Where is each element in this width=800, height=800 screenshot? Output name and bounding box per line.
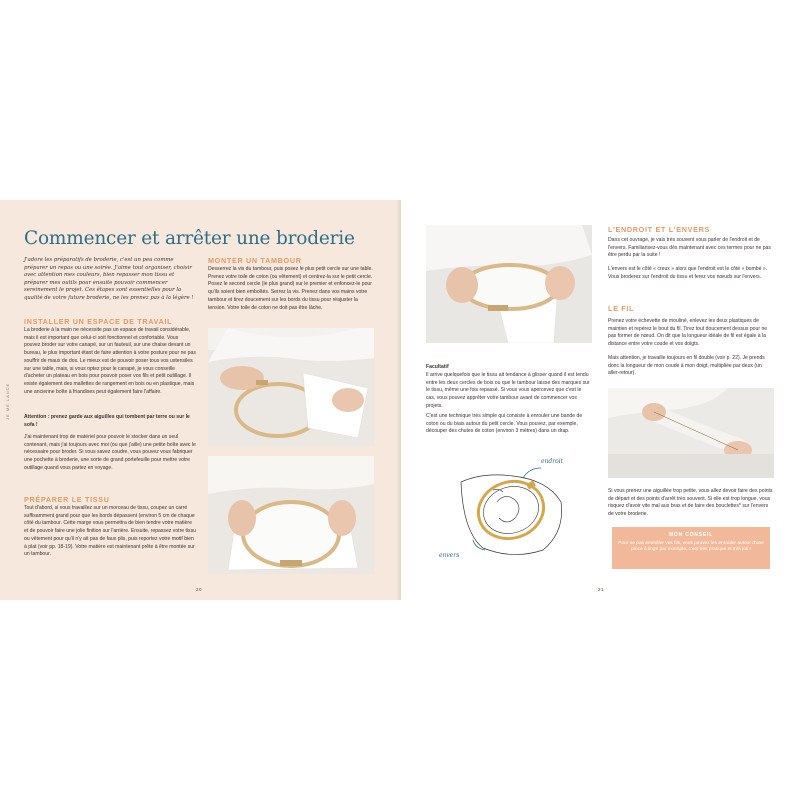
label-endroit: endroit bbox=[541, 458, 564, 465]
intro-text: J'adore les préparatifs de broderie, c'est un peu comme préparer un repas ou une soirée. J'aime tout organiser, choisir avec attention mes couleurs, bien repasser mon tissu et préparer mes outils pour ensuite pouvoir commencer sereinement le projet. Ces étapes sont essentielles pour la qualité de votre future broderie, ne les prenez pas à la légère ! bbox=[24, 257, 194, 301]
tambour-paragraph: Desserrez la vis du tambour, puis posez le plus petit cercle sur une table. Prenez votre toile de coton (ou vêtement) et centrez-la sur le petit cercle. Posez le second cercle (le plus grand) sur le premier et enfoncez-le pour qu'ils soient bien emboîtés. Serrez la vis. Prenez dans vos mains votre tambour et tirez doucement sur les bords du tissu pour réajuster la tension. Votre toile de coton ne doit pas être lâche. bbox=[208, 266, 373, 311]
right-page bbox=[401, 200, 800, 600]
conseil-body: Pour ne pas emmêler vos fils, vous pouvez les enrouler autour d'une pince à linge par exemple, c'est très pratique et très joli ! bbox=[618, 541, 764, 553]
facultatif-label: Facultatif bbox=[426, 364, 449, 370]
heading-preparer-tissu: PRÉPARER LE TISSU bbox=[24, 495, 110, 504]
photo-assembled-hoop bbox=[208, 456, 374, 574]
photo-placing-hoop bbox=[208, 328, 374, 446]
page-title: Commencer et arrêter une broderie bbox=[24, 228, 355, 249]
heading-fil: LE FIL bbox=[608, 304, 635, 313]
espace-paragraph-1: La broderie à la main ne nécessite pas un espace de travail considérable, mais il est important que celui-ci soit fonctionnel et confortable. Vous pouvez broder sur votre canapé, sur un fauteuil, sur une chaise devant un bureau, le plus important étant de faire attention à votre posture pour ne pas souffrir de maux de dos. Le mieux est de pouvoir poser tous vos ustensiles sur une table, mais, si vous optez pour le canapé, je vous conseille d'acheter un plateau en bois pour pouvoir poser vos fils et petit outillage. Il existe également des mallettes de rangement en bois ou en plastique, mais une ancienne boîte à friandises peut également faire l'affaire. bbox=[24, 327, 196, 395]
attention-note: Attention : prenez garde aux aiguilles qui tombent par terre ou sur le sofa ! bbox=[24, 414, 190, 428]
photo-measuring-thread bbox=[608, 388, 774, 478]
left-page bbox=[0, 200, 401, 600]
page-number-right: 21 bbox=[598, 587, 605, 592]
fil-paragraph-1: Prenez votre échevette de mouliné, enlevez les deux plastiques de maintien et repérez le bout du fil. Tirez tout doucement dessus pour ne pas former de nœud. On dit que la longueur idéale de fil est égale à la distance entre votre coude et vos doigts. bbox=[608, 318, 768, 348]
page-number-left: 20 bbox=[196, 587, 203, 592]
label-envers: envers bbox=[439, 552, 460, 559]
espace-paragraph-3: J'ai maintenant trop de matériel pour pouvoir le stocker dans un seul contenant, mais j'ai toujours avec moi (ou que j'aille) une petite boîte avec le nécessaire pour broder. Si vous savez coudre, vous pouvez vous fabriquer une pochette à broderie, une sorte de grand portefeuille pour mettre votre outillage quand vous partez en voyage. bbox=[24, 434, 196, 471]
fil-paragraph-3: Si vous prenez une aiguillée trop petite, vous allez devoir faire des points de départ et des points d'arrêt très souvent. Si elle est trop longue, vous risquez d'avoir vite mal aux bras et de faire des bouclettes* sur l'envers de votre broderie. bbox=[608, 488, 773, 518]
book-spread bbox=[0, 200, 800, 600]
hoop-drawing bbox=[453, 452, 573, 560]
endroit-paragraph-2: L'envers est le côté « creux » alors que l'endroit est le côté « bombé ». Vous broderez sur l'endroit du tissu et ferez vos nœuds sur l'envers. bbox=[608, 266, 768, 280]
heading-espace-travail: INSTALLER UN ESPACE DE TRAVAIL bbox=[24, 317, 173, 326]
heading-monter-tambour: MONTER UN TAMBOUR bbox=[208, 256, 302, 265]
fil-paragraph-2: Mais attention, je travaille toujours en fil double (voir p. 22). Je prends donc la longueur de mon coude à mon doigt, multipliée par deux (un aller-retour). bbox=[608, 355, 765, 377]
tissu-paragraph: Tout d'abord, si vous travaillez sur un morceau de tissu, coupez un carré suffisamment grand pour que les bords dépassent (environ 5 cm de chaque côté du tambour. Cette marge vous permettra de bien tendre votre matière et de pouvoir faire une jolie finition sur l'arrière. Ensuite, repassez votre tissu ou vêtement pour qu'il n'y ait pas de faux plis, puis reportez votre motif bien à plat (voir pp. 18-19). Votre matière est maintenant prête à être montée sur un tambour. bbox=[24, 505, 196, 558]
facultatif-paragraph-2: C'est une technique très simple qui consiste à enrouler une bande de coton ou du biais autour du petit cercle. Vous pouvez, par exemple, découper des chutes de coton (environ 3 mètres) dans un drap. bbox=[426, 413, 583, 435]
facultatif-paragraph-1: Il arrive quelquefois que le tissu ait tendance à glisser quand il est tendu entre les deux cercles de bois ou que le tambour laisse des marques sur le tissu, même une fois repassé. Si vous vous apercevez que c'est le cas, vous pouvez apprêter votre tambour avant de commencer vos projets. bbox=[426, 372, 590, 409]
heading-endroit-envers: L'ENDROIT ET L'ENVERS bbox=[608, 225, 710, 234]
conseil-box bbox=[612, 527, 770, 569]
side-label: JE ME LANCE bbox=[5, 382, 10, 420]
conseil-title: MON CONSEIL bbox=[668, 532, 714, 538]
photo-wrapped-hoop bbox=[426, 225, 592, 343]
endroit-paragraph-1: Dans cet ouvrage, je vais très souvent vous parler de l'endroit et de l'envers. Familiarisez-vous dès maintenant avec ces termes pour ne pas être perdu par la suite ! bbox=[608, 237, 771, 259]
